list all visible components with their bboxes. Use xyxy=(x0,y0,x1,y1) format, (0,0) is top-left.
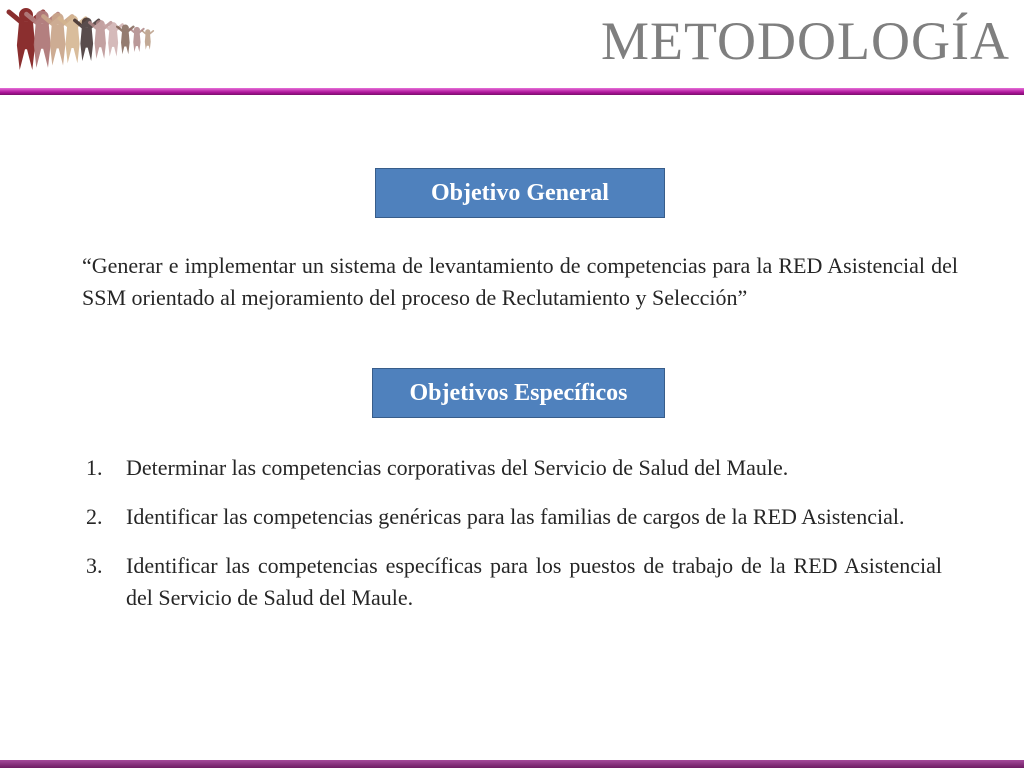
list-item-number: 1. xyxy=(86,455,103,480)
list-item xyxy=(82,452,942,484)
bottom-divider xyxy=(0,760,1024,768)
page-title: METODOLOGÍA xyxy=(601,11,1010,71)
objetivos-especificos-box xyxy=(372,368,665,418)
list-item xyxy=(82,550,942,614)
top-divider xyxy=(0,88,1024,95)
objetivos-especificos-list xyxy=(82,452,942,631)
list-item-text: Determinar las competencias corporativas del Servicio de Salud del Maule. xyxy=(126,455,789,480)
people-chain-icon xyxy=(0,0,200,90)
list-item xyxy=(82,501,942,533)
person-figure-icon xyxy=(142,30,153,50)
people-chain-logo xyxy=(0,0,200,90)
list-item-number: 2. xyxy=(86,504,103,529)
list-item-text: Identificar las competencias específicas para los puestos de trabajo de la RED Asistencial del Servicio de Salud del Maule. xyxy=(126,553,942,610)
objetivo-general-box xyxy=(375,168,665,218)
objetivo-general-heading: Objetivo General xyxy=(431,179,609,206)
list-item-number: 3. xyxy=(86,553,103,578)
list-item-text: Identificar las competencias genéricas para las familias de cargos de la RED Asistencial. xyxy=(126,504,905,529)
objetivo-general-quote: “Generar e implementar un sistema de levantamiento de competencias para la RED Asistencial del SSM orientado al mejoramiento del proceso de Reclutamiento y Selección” xyxy=(82,253,958,310)
objetivos-especificos-heading: Objetivos Específicos xyxy=(409,379,628,406)
